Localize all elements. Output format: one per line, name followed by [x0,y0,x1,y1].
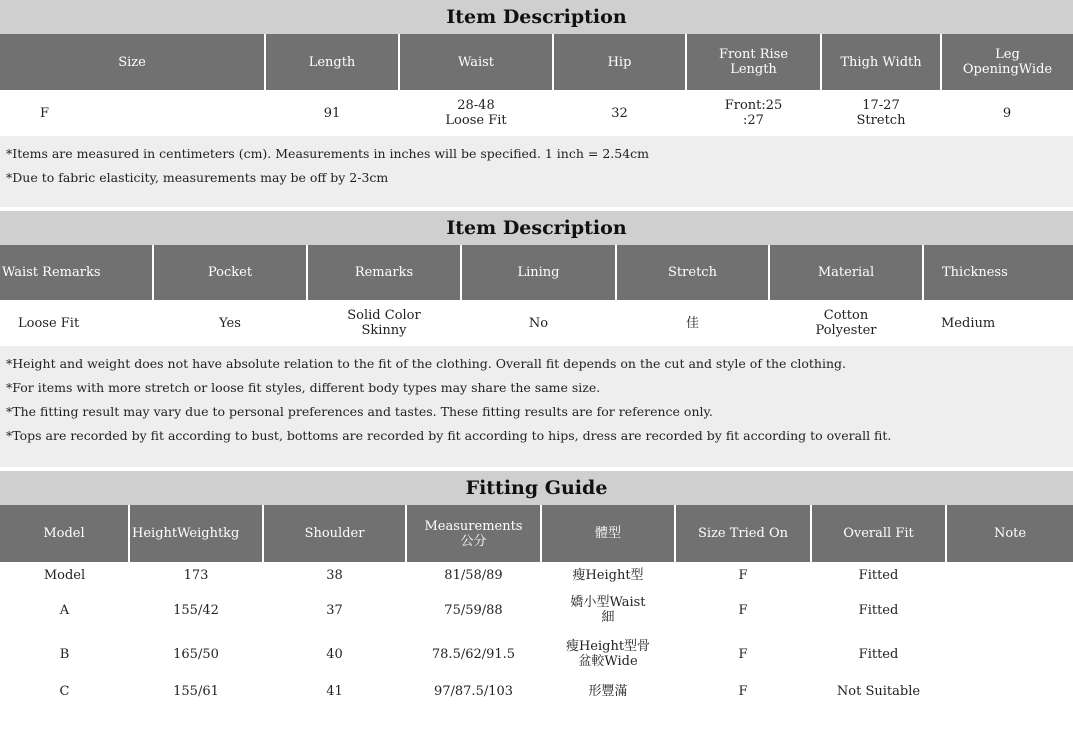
cell-note [946,676,1073,706]
cell-model: C [59,683,70,699]
table-row [0,632,1073,676]
size-table-header [0,34,1073,90]
cell-measurements: 97/87.5/103 [433,683,514,699]
cell-shoulder: 41 [326,683,343,699]
cell-material: Cotton Polyester [815,308,877,338]
cell-overall-fit: Fitted [858,646,899,662]
cell-front-rise: Front:25 :27 [724,98,783,128]
item-description-title-1: Item Description [0,0,1073,34]
header-thickness: Thickness [923,245,1073,300]
measurement-notes [0,136,1073,207]
table-row [0,300,1073,346]
fitting-guide-header [0,505,1073,562]
details-table-header [0,245,1073,300]
cell-note [946,632,1073,676]
cell-height-weight: 155/61 [173,683,219,699]
fitting-guide-title: Fitting Guide [0,471,1073,505]
cell-waist-remarks: Loose Fit [18,315,80,331]
cell-body-type: 形豐滿 [588,683,628,699]
note-line: *Tops are recorded by fit according to bust, bottoms are recorded by fit according to hips, dress are recorded by fit according to overall fit. [6,428,892,443]
cell-remarks: Solid Color Skinny [347,308,421,338]
cell-note [946,562,1073,588]
cell-height-weight: 155/42 [173,602,219,618]
cell-height-weight: 173 [183,567,209,583]
table-row [0,90,1073,136]
cell-model: Model [43,567,86,583]
item-description-title-2: Item Description [0,211,1073,245]
header-lining: Lining [461,245,616,300]
cell-body-type: 嬌小型Waist 細 [570,595,646,625]
header-stretch: Stretch [616,245,769,300]
cell-leg-opening: 9 [1002,105,1012,121]
header-thigh-width: Thigh Width [821,34,941,90]
cell-size-tried-on: F [738,646,748,662]
cell-height-weight: 165/50 [173,646,219,662]
cell-shoulder: 38 [326,567,343,583]
cell-note [946,588,1073,632]
header-pocket: Pocket [153,245,307,300]
cell-size-tried-on: F [738,683,748,699]
cell-model: A [59,602,70,618]
header-front-rise-length: Front Rise Length [686,34,821,90]
cell-waist: 28-48 Loose Fit [445,98,507,128]
header-measurements: Measurements 公分 [406,505,541,562]
cell-size-tried-on: F [738,602,748,618]
note-line: *Items are measured in centimeters (cm). Measurements in inches will be specified. 1 inch = 2.54cm [6,146,650,161]
cell-overall-fit: Fitted [858,567,899,583]
cell-overall-fit: Not Suitable [836,683,921,699]
header-leg-opening: Leg OpeningWide [941,34,1073,90]
table-row [0,676,1073,706]
cell-shoulder: 40 [326,646,343,662]
header-length: Length [265,34,399,90]
header-size-tried-on: Size Tried On [675,505,811,562]
cell-lining: No [528,315,549,331]
header-remarks: Remarks [307,245,461,300]
header-height-weight: HeightWeightkg [129,505,263,562]
note-line: *Due to fabric elasticity, measurements may be off by 2-3cm [6,170,389,185]
header-body-type: 體型 [541,505,675,562]
details-table [0,245,1073,346]
table-row [0,588,1073,632]
header-shoulder: Shoulder [263,505,406,562]
header-overall-fit: Overall Fit [811,505,946,562]
cell-stretch: 佳 [685,315,699,331]
size-table [0,34,1073,136]
cell-overall-fit: Fitted [858,602,899,618]
cell-thigh-width: 17-27 Stretch [856,98,906,128]
cell-body-type: 瘦Height型骨 盆較Wide [565,639,651,669]
cell-hip: 32 [611,105,628,121]
header-hip: Hip [553,34,686,90]
header-model: Model [0,505,129,562]
header-material: Material [769,245,923,300]
cell-measurements: 78.5/62/91.5 [431,646,516,662]
note-line: *For items with more stretch or loose fit styles, different body types may share the same size. [6,380,601,395]
cell-length: 91 [323,105,341,121]
header-waist: Waist [399,34,553,90]
cell-thickness: Medium [941,315,996,331]
cell-model: B [59,646,70,662]
cell-size: F [40,105,50,121]
header-waist-remarks: Waist Remarks [0,245,153,300]
cell-body-type: 瘦Height型 [572,567,644,583]
fitting-guide-table [0,505,1073,706]
header-size: Size [0,34,265,90]
cell-pocket: Yes [219,315,241,331]
cell-size-tried-on: F [738,567,748,583]
fit-notes [0,346,1073,467]
cell-measurements: 75/59/88 [444,602,503,618]
table-row [0,562,1073,588]
note-line: *Height and weight does not have absolute relation to the fit of the clothing. Overall fit depends on the cut and style of the clothing. [6,356,846,371]
header-note: Note [946,505,1073,562]
cell-measurements: 81/58/89 [444,567,503,583]
cell-shoulder: 37 [326,602,343,618]
note-line: *The fitting result may vary due to personal preferences and tastes. These fitting results are for reference only. [6,404,713,419]
